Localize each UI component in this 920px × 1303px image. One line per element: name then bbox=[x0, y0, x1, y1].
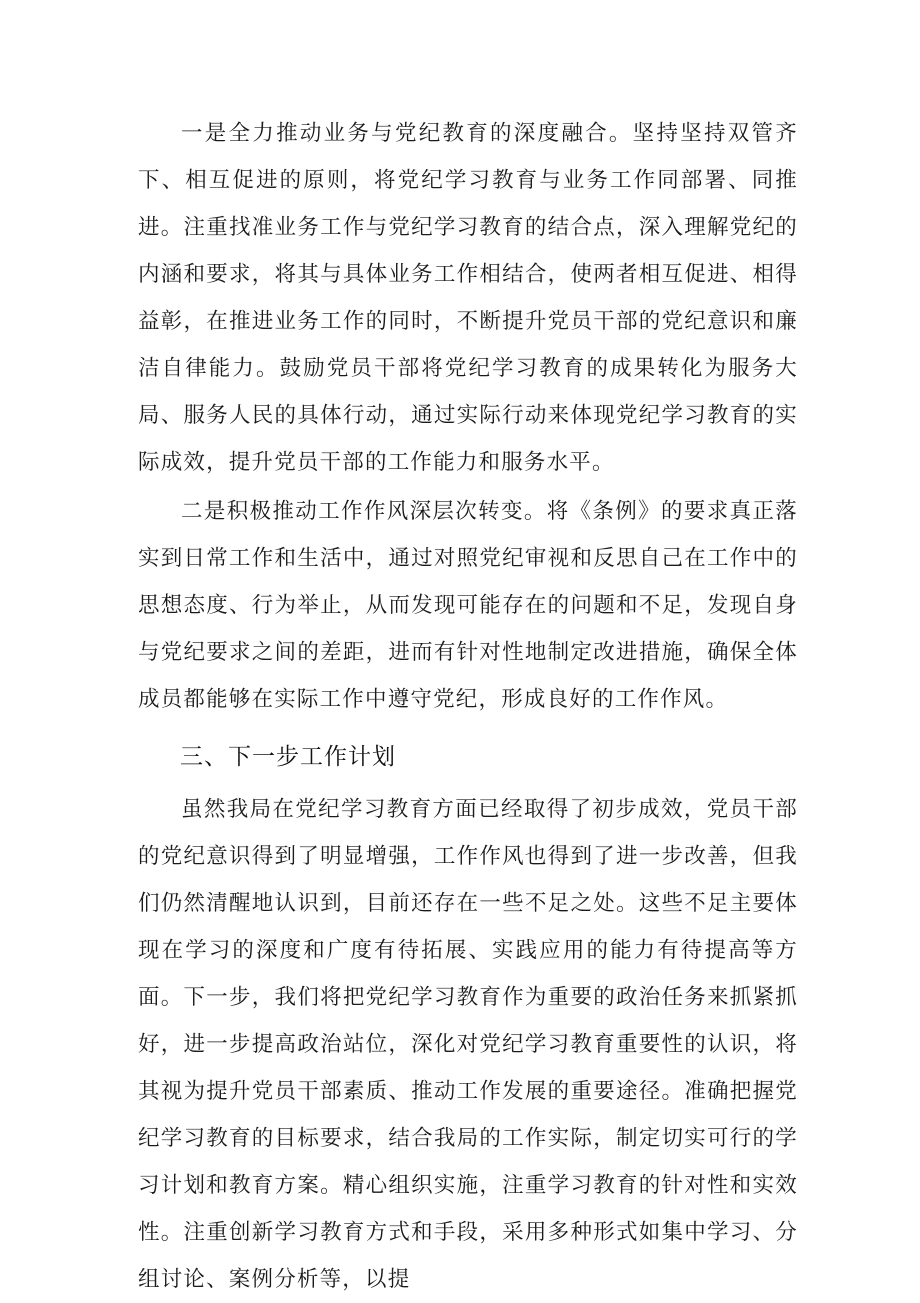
paragraph-next-step-plan: 虽然我局在党纪学习教育方面已经取得了初步成效，党员干部的党纪意识得到了明显增强，工作作风也得到了进一步改善，但我们仍然清醒地认识到，目前还存在一些不足之处。这些不足主要体现在学习的深度和广度有待拓展、实践应用的能力有待提高等方面。下一步，我们将把党纪学习教育作为重要的政治任务来抓紧抓好，进一步提高政治站位，深化对党纪学习教育重要性的认识，将其视为提升党员干部素质、推动工作发展的重要途径。准确把握党纪学习教育的目标要求，结合我局的工作实际，制定切实可行的学习计划和教育方案。精心组织实施，注重学习教育的针对性和实效性。注重创新学习教育方式和手段，采用多种形式如集中学习、分组讨论、案例分析等，以提 bbox=[138, 797, 798, 1292]
section-heading-next-steps: 三、下一步工作计划 bbox=[180, 744, 396, 770]
paragraph-business-integration: 一是全力推动业务与党纪教育的深度融合。坚持坚持双管齐下、相互促进的原则，将党纪学习教育与业务工作同部署、同推进。注重找准业务工作与党纪学习教育的结合点，深入理解党纪的内涵和要求，将其与具体业务工作相结合，使两者相互促进、相得益彰，在推进业务工作的同时，不断提升党员干部的党纪意识和廉洁自律能力。鼓励党员干部将党纪学习教育的成果转化为服务大局、服务人民的具体行动，通过实际行动来体现党纪学习教育的实际成效，提升党员干部的工作能力和服务水平。 bbox=[138, 121, 798, 475]
document-body bbox=[138, 110, 798, 1303]
paragraph-work-style: 二是积极推动工作作风深层次转变。将《条例》的要求真正落实到日常工作和生活中，通过对照党纪审视和反思自己在工作中的思想态度、行为举止，从而发现可能存在的问题和不足，发现自身与党纪要求之间的差距，进而有针对性地制定改进措施，确保全体成员都能够在实际工作中遵守党纪，形成良好的工作作风。 bbox=[138, 499, 798, 712]
